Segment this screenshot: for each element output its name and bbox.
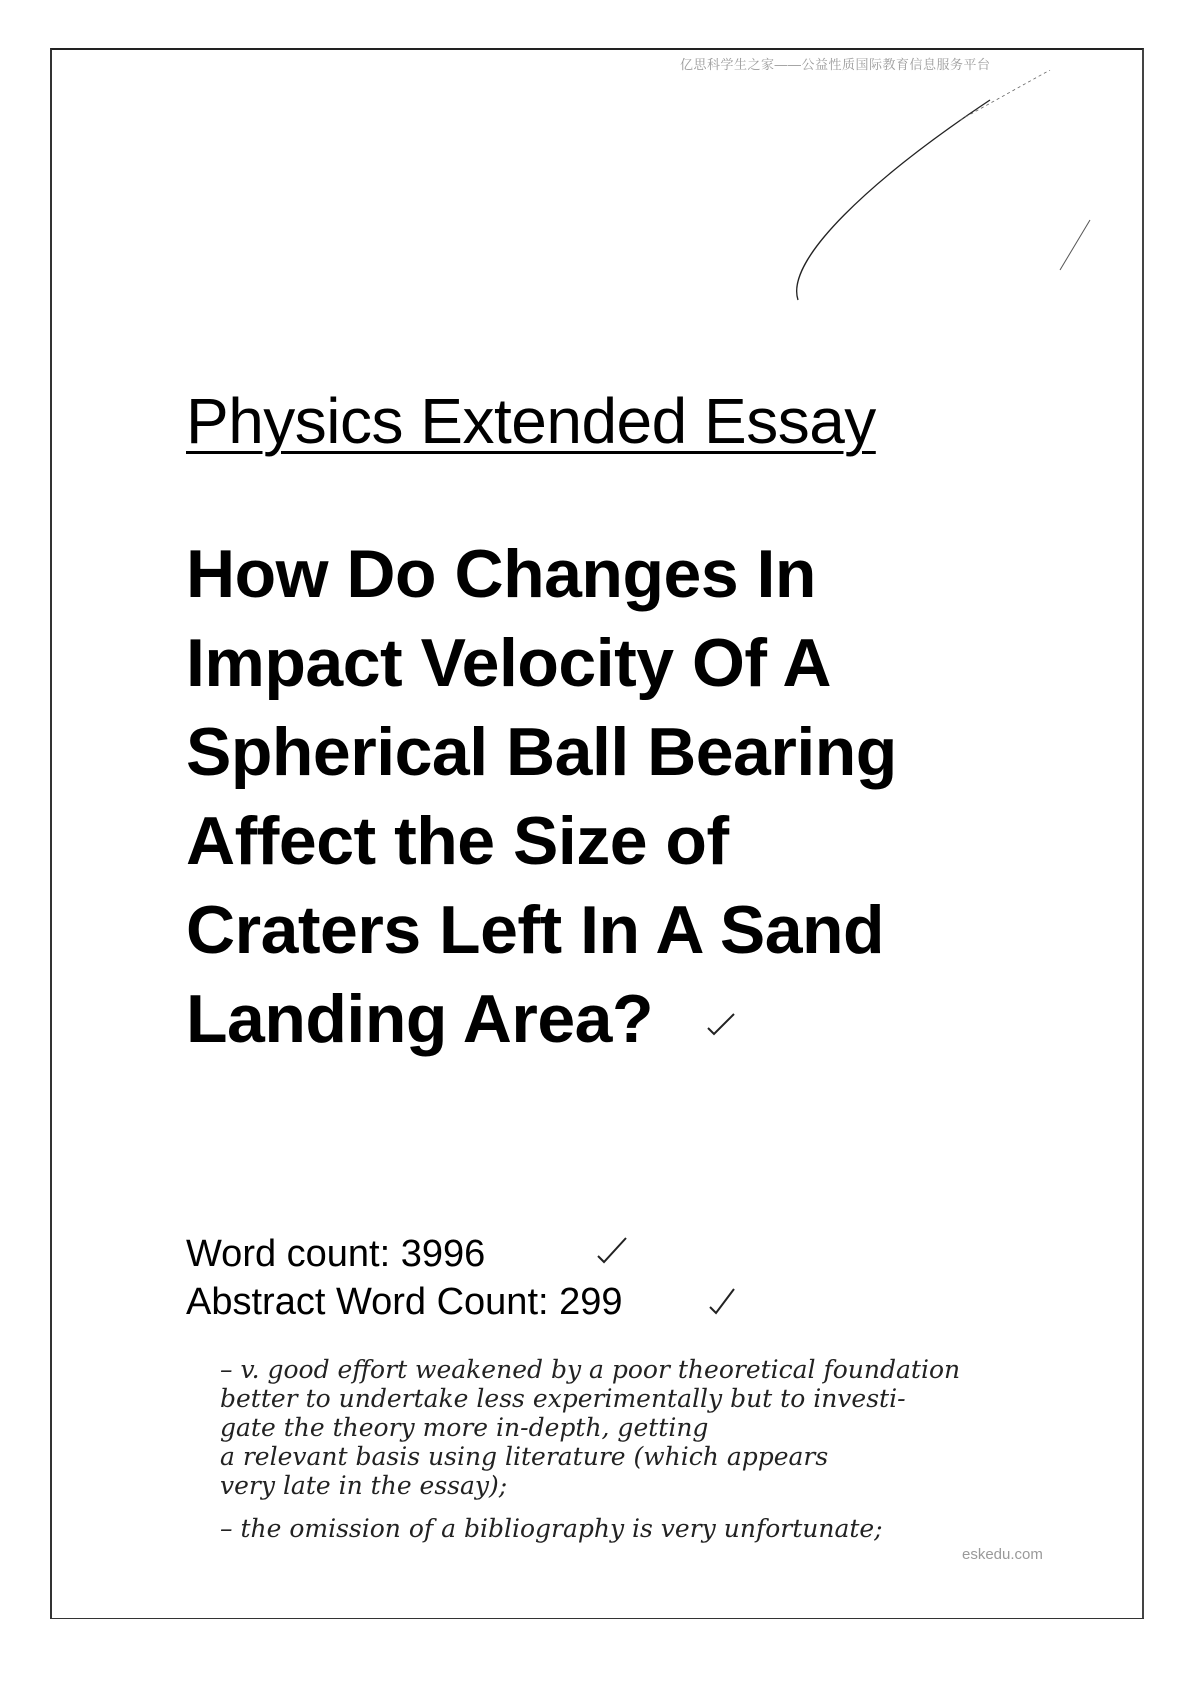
checkmark-icon	[706, 1012, 736, 1038]
word-count: Word count: 3996	[186, 1233, 486, 1275]
note-line: better to undertake less experimentally but to investi-	[220, 1384, 906, 1413]
checkmark-icon	[708, 1287, 736, 1317]
abstract-word-count: Abstract Word Count: 299	[186, 1281, 623, 1323]
note-line: – the omission of a bibliography is very unfortunate;	[220, 1514, 883, 1543]
note-line: – v. good effort weakened by a poor theoretical foundation	[220, 1355, 961, 1384]
title-line: How Do Changes In	[186, 536, 816, 612]
note-line: a relevant basis using literature (which appears	[220, 1442, 829, 1471]
examiner-handwritten-notes	[220, 1355, 1140, 1543]
bottom-rule	[50, 1618, 1144, 1619]
note-line: very late in the essay);	[220, 1471, 508, 1500]
essay-title	[186, 530, 986, 1064]
note-line: gate the theory more in-depth, getting	[220, 1413, 709, 1442]
watermark-top: 亿思科学生之家——公益性质国际教育信息服务平台	[680, 57, 991, 72]
checkmark-icon	[596, 1236, 628, 1266]
title-line: Craters Left In A Sand	[186, 892, 885, 968]
title-line: Impact Velocity Of A	[186, 625, 831, 701]
watermark-bottom: eskedu.com	[962, 1546, 1043, 1563]
title-line: Landing Area?	[186, 981, 654, 1057]
pen-stroke-decoration	[790, 70, 1130, 310]
title-line: Affect the Size of	[186, 803, 729, 879]
essay-type-heading: Physics Extended Essay	[186, 385, 876, 457]
title-line: Spherical Ball Bearing	[186, 714, 897, 790]
